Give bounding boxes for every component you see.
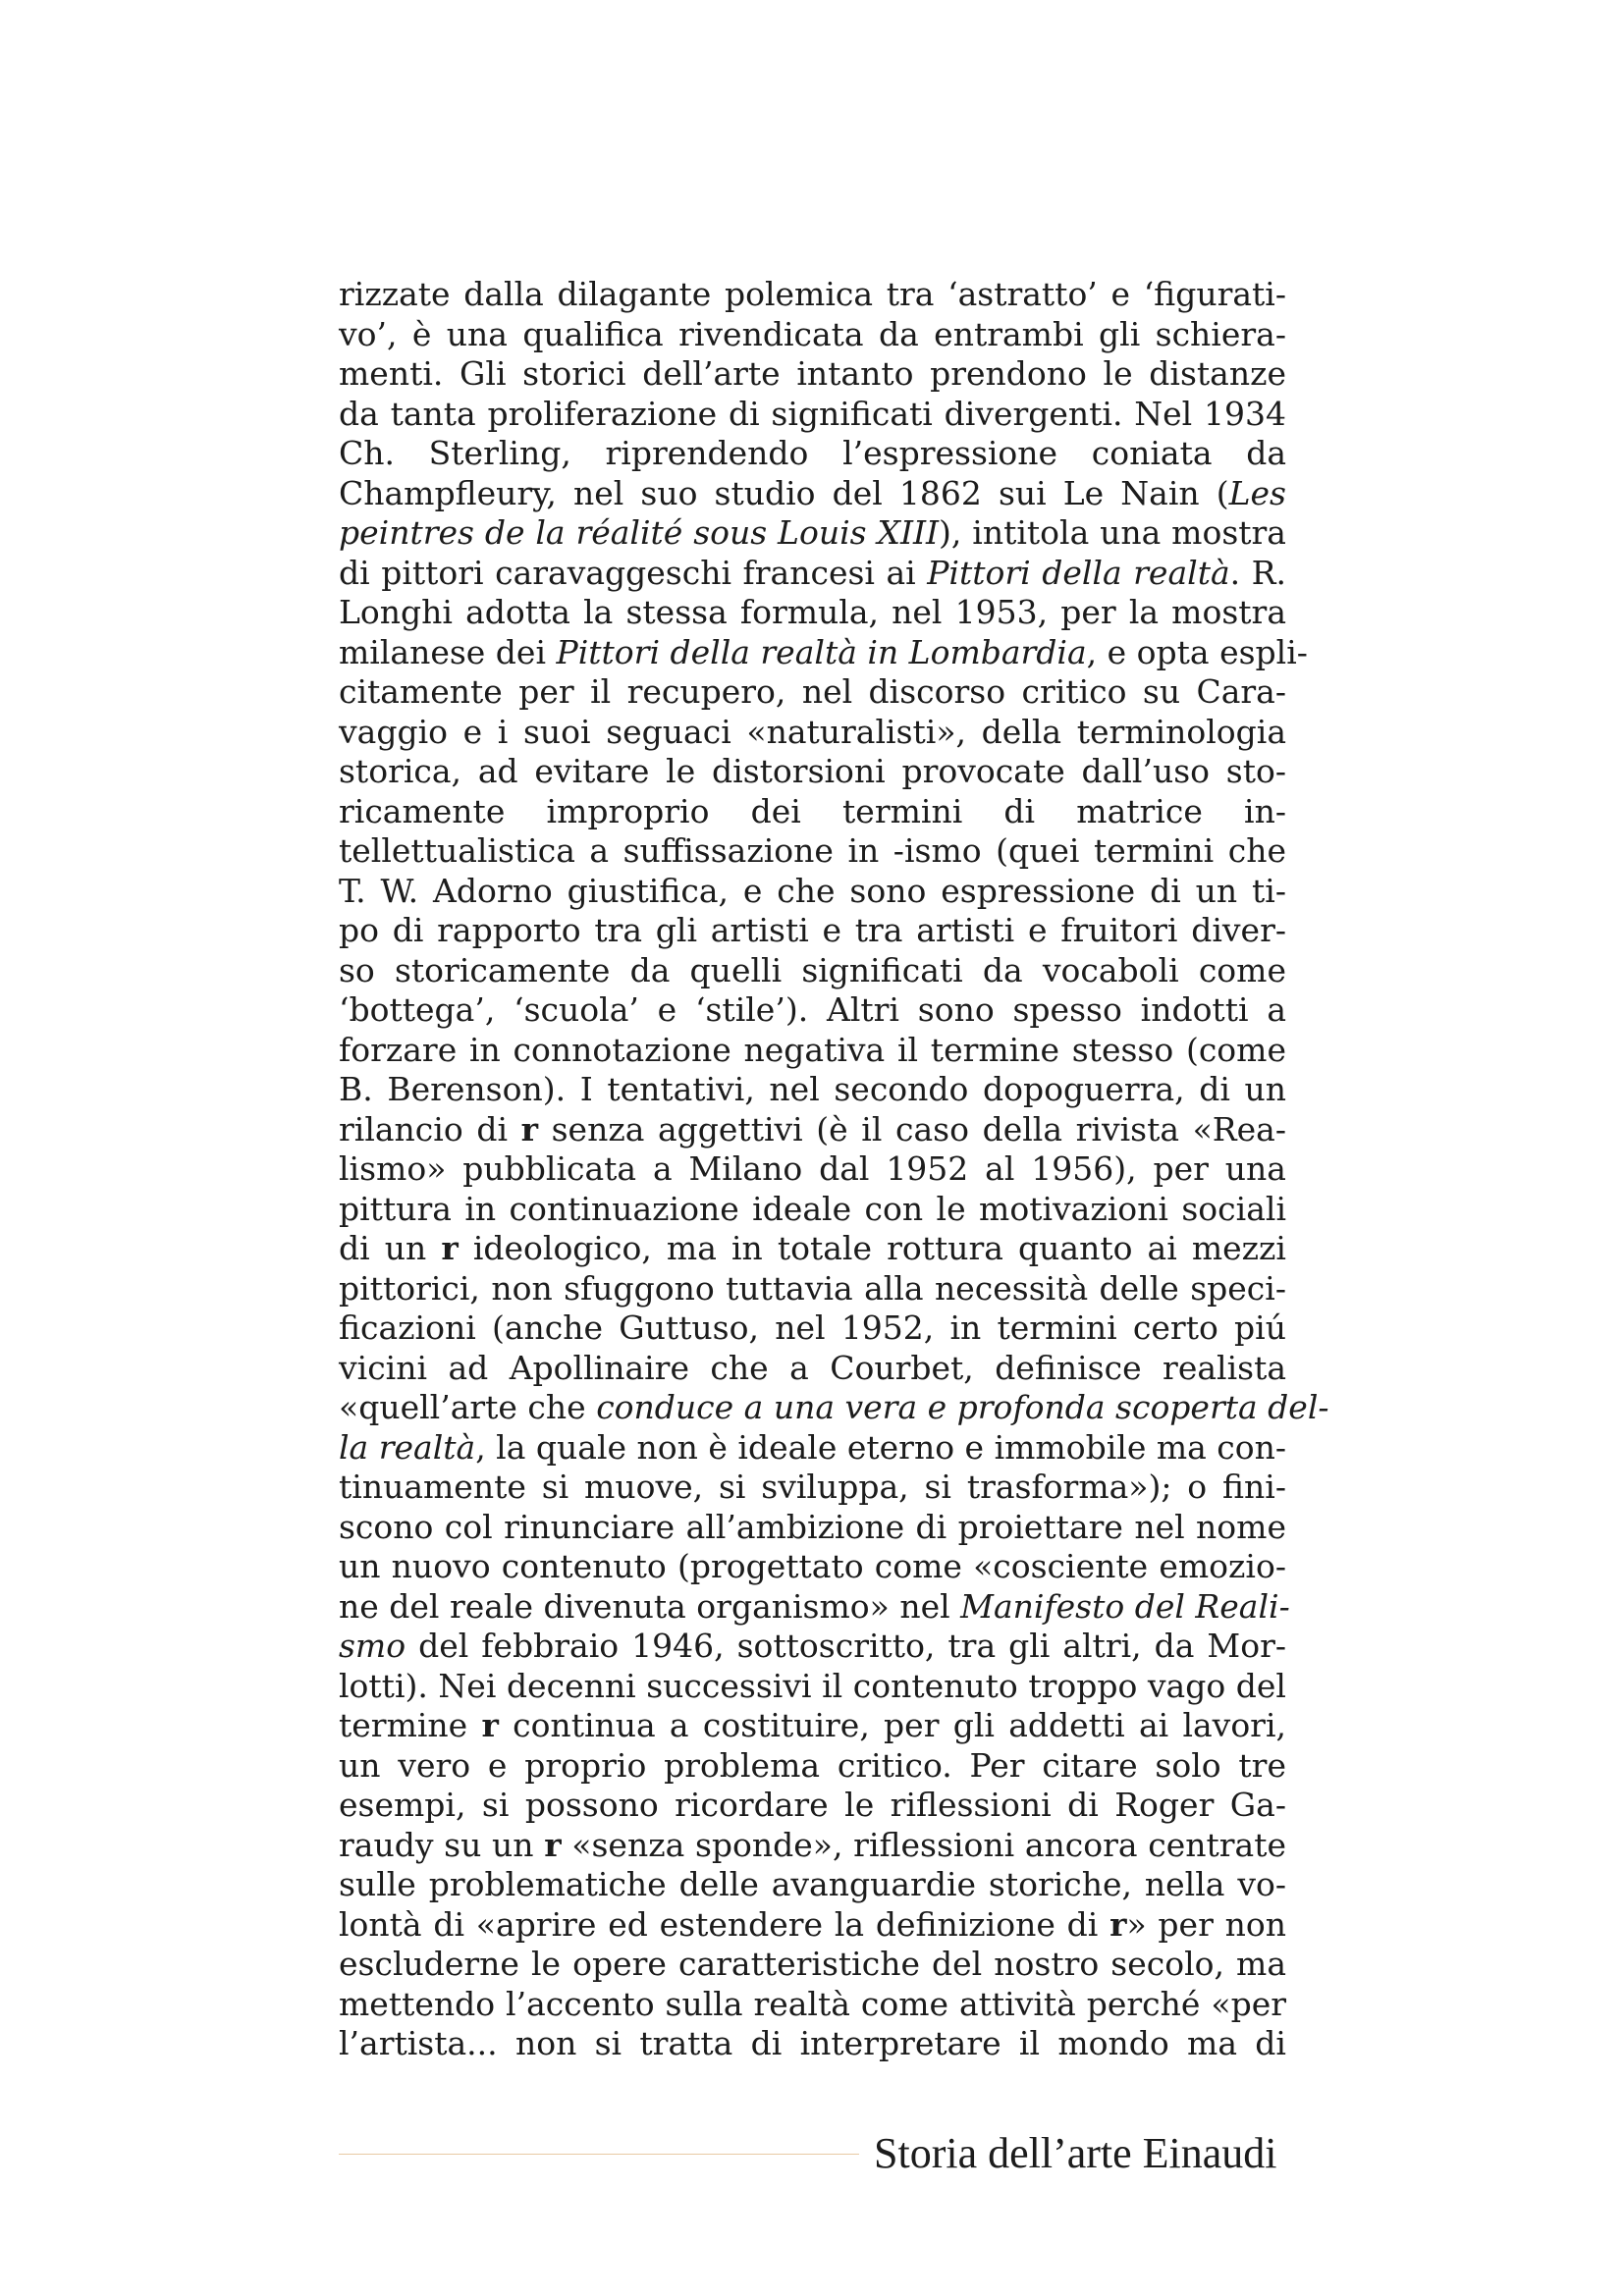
text-segment: so storicamente da quelli significati da vocaboli come xyxy=(339,950,1286,989)
text-line xyxy=(339,354,1286,395)
text-line xyxy=(339,1786,1286,1826)
text-segment: pittorici, non sfuggono tuttavia alla necessità delle speci- xyxy=(339,1268,1286,1308)
text-segment: la realtà xyxy=(339,1427,476,1467)
text-segment: ficazioni (anche Guttuso, nel 1952, in termini certo piú xyxy=(339,1308,1286,1347)
text-segment: l’artista... non si tratta di interpretare il mondo ma di xyxy=(339,2024,1286,2062)
text-segment: Pittori della realtà xyxy=(927,553,1230,592)
text-segment: Manifesto del Reali- xyxy=(960,1586,1290,1626)
text-line xyxy=(339,911,1286,951)
text-line xyxy=(339,1905,1286,1946)
text-line xyxy=(339,1667,1286,1707)
text-segment: rizzate dalla dilagante polemica tra ‘astratto’ e ‘figurati- xyxy=(339,275,1286,313)
text-line xyxy=(339,792,1286,832)
text-line xyxy=(339,1985,1286,2025)
text-line xyxy=(339,275,1286,315)
text-segment: raudy su un xyxy=(339,1825,545,1864)
text-segment: Champfleury, nel suo studio del 1862 sui Le Nain ( xyxy=(339,473,1229,512)
text-line xyxy=(339,1308,1286,1349)
text-segment: ‘bottega’, ‘scuola’ e ‘stile’). Altri sono spesso indotti a xyxy=(339,990,1286,1029)
text-segment: tellettualistica a suffissazione in -ismo (quei termini che xyxy=(339,831,1286,870)
text-segment: vaggio e i suoi seguaci «naturalisti», della terminologia xyxy=(339,712,1286,751)
text-line xyxy=(339,1865,1286,1905)
text-segment: Les xyxy=(1228,473,1286,512)
footer-title: Storia dell’arte Einaudi xyxy=(874,2129,1277,2177)
text-line xyxy=(339,1229,1286,1269)
text-segment: Ch. Sterling, riprendendo l’espressione coniata da xyxy=(339,434,1286,472)
text-segment: , e opta espli- xyxy=(1086,632,1308,671)
text-segment: esempi, si possono ricordare le riflessioni di Roger Ga- xyxy=(339,1786,1286,1824)
text-segment: lotti). Nei decenni successivi il contenuto troppo vago del xyxy=(339,1666,1286,1705)
text-line xyxy=(339,1627,1286,1667)
text-line xyxy=(339,593,1286,633)
text-segment: di un xyxy=(339,1229,442,1267)
text-segment: vicini ad Apollinaire che a Courbet, definisce realista xyxy=(339,1348,1286,1387)
text-line xyxy=(339,752,1286,792)
text-segment: ne del reale divenuta organismo» nel xyxy=(339,1586,961,1626)
text-line xyxy=(339,951,1286,991)
text-segment: un nuovo contenuto (progettato come «cosciente emozio- xyxy=(339,1547,1286,1585)
text-segment: peintres de la réalité sous Louis XIII xyxy=(339,513,940,552)
text-segment: citamente per il recupero, nel discorso critico su Cara- xyxy=(339,672,1286,711)
text-line xyxy=(339,1190,1286,1230)
text-segment: T. W. Adorno giustifica, e che sono espressione di un ti- xyxy=(339,871,1286,910)
text-line xyxy=(339,1586,1290,1628)
text-line xyxy=(339,1031,1286,1071)
text-segment: lontà di «aprire ed estendere la definizione di xyxy=(339,1904,1110,1944)
text-segment: smo xyxy=(339,1627,406,1665)
text-line xyxy=(339,554,1286,594)
text-segment: ), intitola una mostra xyxy=(939,513,1286,552)
text-line xyxy=(339,1428,1286,1468)
text-segment: r xyxy=(1109,1904,1127,1944)
text-line xyxy=(339,632,1308,673)
text-segment: senza aggettivi (è il caso della rivista «Rea- xyxy=(538,1109,1287,1148)
text-line xyxy=(339,1468,1286,1508)
text-line xyxy=(339,1826,1286,1866)
text-segment: vo’, è una qualifica rivendicata da entrambi gli schiera- xyxy=(339,314,1286,353)
text-segment: lismo» pubblicata a Milano dal 1952 al 1956), per una xyxy=(339,1149,1286,1188)
text-segment: continua a costituire, per gli addetti ai lavori, xyxy=(498,1706,1287,1744)
text-line xyxy=(339,315,1286,355)
text-segment: «senza sponde», riflessioni ancora centrate xyxy=(561,1825,1286,1864)
text-line xyxy=(339,1746,1286,1787)
text-segment: sulle problematiche delle avanguardie storiche, nella vo- xyxy=(339,1865,1286,1903)
text-segment: di pittori caravaggeschi francesi ai xyxy=(339,553,928,592)
text-line xyxy=(339,474,1286,514)
text-segment: Pittori della realtà in Lombardia xyxy=(556,632,1087,671)
text-segment: tinuamente si muove, si sviluppa, si trasforma»); o fini- xyxy=(339,1468,1286,1506)
text-segment: conduce a una vera e profonda scoperta del- xyxy=(596,1388,1329,1426)
text-segment: po di rapporto tra gli artisti e tra artisti e fruitori diver- xyxy=(339,911,1286,949)
text-segment: mettendo l’accento sulla realtà come attività perché «per xyxy=(339,1984,1286,2023)
text-segment: , la quale non è ideale eterno e immobile ma con- xyxy=(475,1427,1287,1467)
text-segment: ideologico, ma in totale rottura quanto ai mezzi xyxy=(458,1229,1286,1267)
text-line xyxy=(339,1706,1286,1746)
text-segment: milanese dei xyxy=(339,632,557,671)
text-segment: pittura in continuazione ideale con le motivazioni sociali xyxy=(339,1189,1286,1228)
text-segment: rilancio di xyxy=(339,1109,521,1148)
text-line xyxy=(339,713,1286,753)
text-line xyxy=(339,1945,1286,1985)
text-line xyxy=(339,1070,1286,1110)
text-line xyxy=(339,831,1286,872)
text-segment: B. Berenson). I tentativi, nel secondo dopoguerra, di un xyxy=(339,1070,1286,1108)
text-segment: da tanta proliferazione di significati divergenti. Nel 1934 xyxy=(339,394,1286,433)
text-segment: del febbraio 1946, sottoscritto, tra gli altri, da Mor- xyxy=(406,1627,1286,1665)
text-line xyxy=(339,1110,1286,1150)
text-line xyxy=(339,1547,1286,1587)
text-line xyxy=(339,872,1286,912)
text-segment: r xyxy=(481,1706,499,1744)
text-segment: Longhi adotta la stessa formula, nel 1953, per la mostra xyxy=(339,593,1286,631)
text-line xyxy=(339,2024,1286,2064)
text-segment: r xyxy=(441,1229,459,1267)
text-line xyxy=(339,672,1286,713)
text-segment: menti. Gli storici dell’arte intanto prendono le distanze xyxy=(339,354,1286,393)
text-line xyxy=(339,1508,1286,1548)
text-segment: r xyxy=(544,1825,562,1864)
text-segment: ricamente improprio dei termini di matrice in- xyxy=(339,791,1286,830)
text-line xyxy=(339,1269,1286,1309)
text-segment: r xyxy=(520,1109,538,1148)
text-line xyxy=(339,395,1286,435)
text-segment: termine xyxy=(339,1706,482,1744)
footer-rule xyxy=(339,2154,859,2155)
text-line xyxy=(339,513,1286,554)
text-line xyxy=(339,990,1286,1031)
text-segment: scono col rinunciare all’ambizione di proiettare nel nome xyxy=(339,1507,1286,1546)
text-line xyxy=(339,434,1286,474)
text-segment: storica, ad evitare le distorsioni provocate dall’uso sto- xyxy=(339,752,1286,790)
text-line xyxy=(339,1388,1329,1428)
text-segment: . R. xyxy=(1229,553,1286,592)
text-line xyxy=(339,1349,1286,1389)
text-segment: «quell’arte che xyxy=(339,1388,597,1426)
text-line xyxy=(339,1149,1286,1190)
body-text xyxy=(339,275,1329,2064)
text-segment: » per non xyxy=(1126,1904,1286,1944)
text-segment: escluderne le opere caratteristiche del nostro secolo, ma xyxy=(339,1945,1286,1983)
text-segment: un vero e proprio problema critico. Per citare solo tre xyxy=(339,1745,1286,1785)
text-segment: forzare in connotazione negativa il termine stesso (come xyxy=(339,1030,1286,1069)
